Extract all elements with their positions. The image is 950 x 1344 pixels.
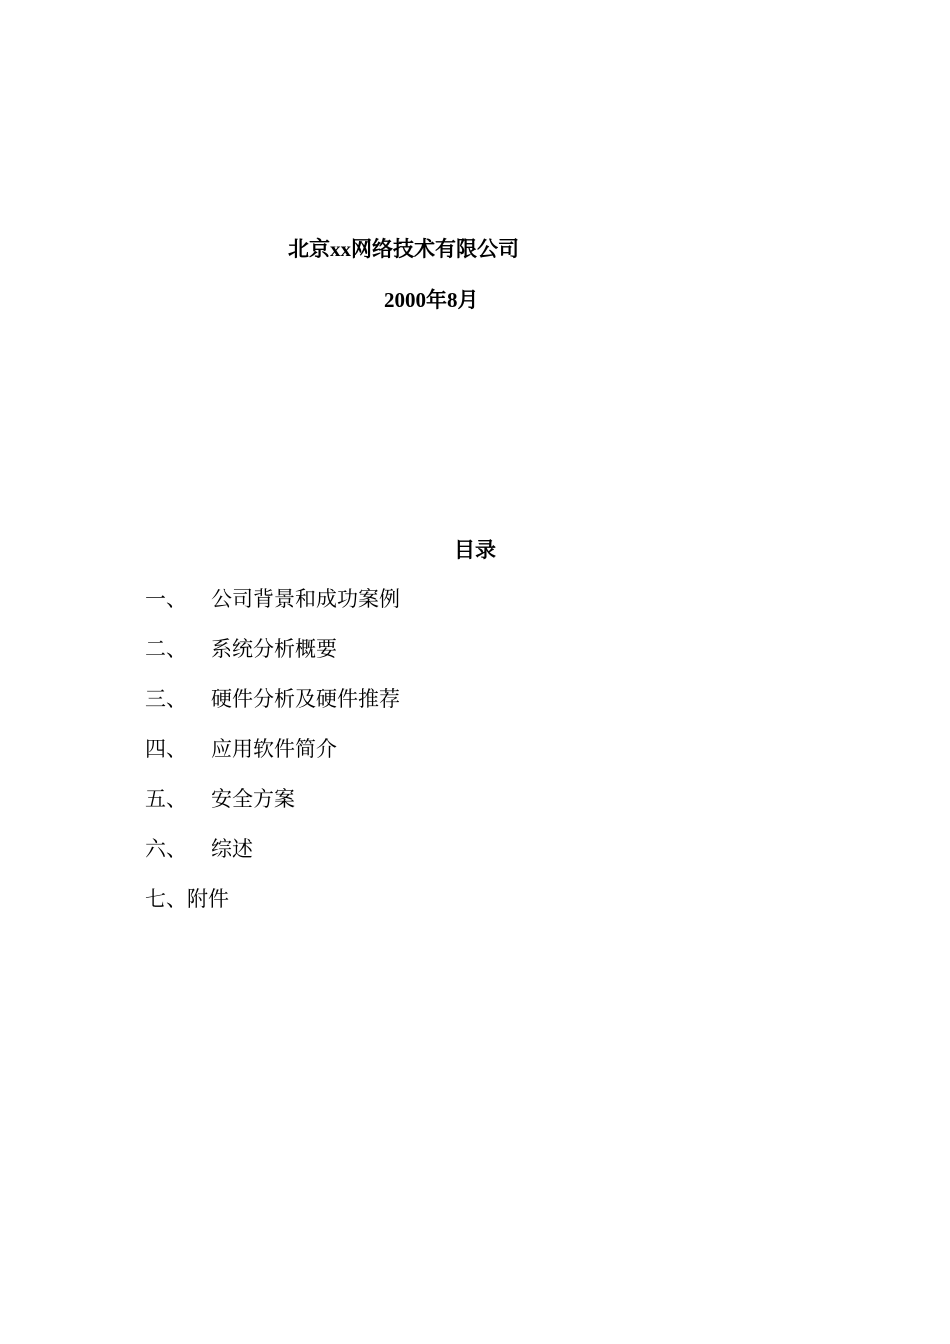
toc-item-label: 附件 [187,887,229,911]
toc-item-number: 二、 [145,637,187,661]
toc-item-number: 三、 [145,687,187,711]
toc-item-1 [145,584,400,634]
toc-item-label: 综述 [211,837,253,861]
toc-item-7 [145,884,400,934]
toc-item-label: 公司背景和成功案例 [211,587,400,611]
toc-item-label: 安全方案 [211,787,295,811]
toc-item-label: 应用软件简介 [211,737,337,761]
toc-item-4 [145,734,400,784]
toc-item-number: 一、 [145,587,187,611]
toc-item-label: 硬件分析及硬件推荐 [211,687,400,711]
toc-item-label: 系统分析概要 [211,637,337,661]
toc-item-number: 五、 [145,787,187,811]
toc-item-number: 四、 [145,737,187,761]
toc-item-3 [145,684,400,734]
toc-title: 目录 [454,538,496,562]
table-of-contents [145,584,400,934]
document-date: 2000年8月 [384,288,479,312]
company-name: 北京xx网络技术有限公司 [288,237,519,261]
toc-item-5 [145,784,400,834]
toc-item-number: 七、 [145,887,187,911]
toc-item-2 [145,634,400,684]
toc-item-6 [145,834,400,884]
toc-item-number: 六、 [145,837,187,861]
